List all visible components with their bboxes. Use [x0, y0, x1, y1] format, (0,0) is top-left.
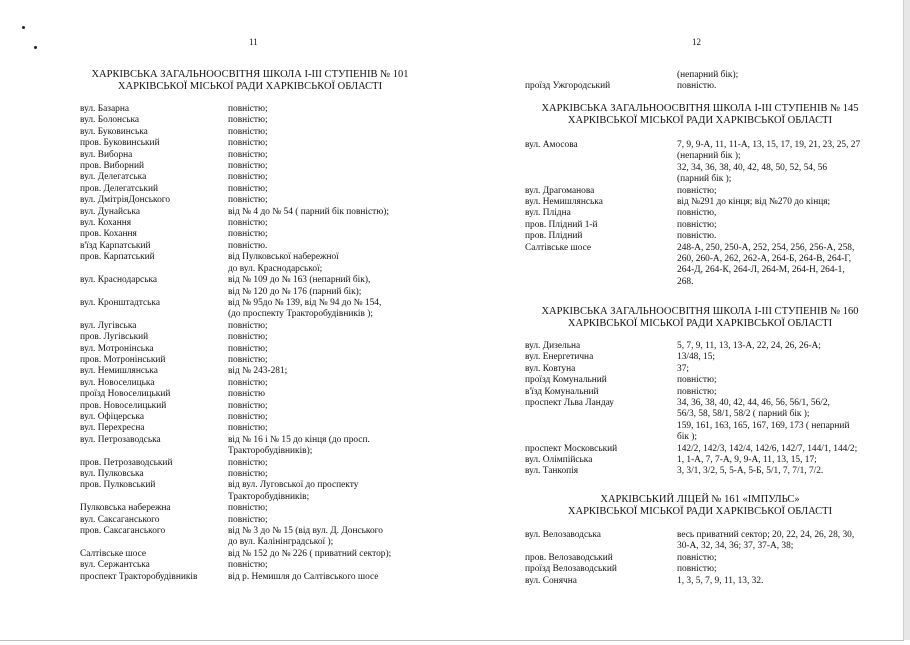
- house-range: повністю;: [228, 343, 268, 354]
- house-range: від № 152 до № 226 ( приватний сектор);: [228, 548, 392, 559]
- school-160-streets: [525, 341, 857, 478]
- house-range: повністю;: [228, 149, 268, 160]
- street-row: [80, 218, 391, 229]
- street-row: [80, 241, 391, 252]
- house-range: до вул. Краснодарської;: [228, 263, 323, 274]
- house-range: повністю;: [677, 219, 717, 230]
- street-name: вул. ДмітріяДонського: [80, 195, 171, 206]
- house-range: повністю;: [677, 552, 717, 563]
- street-name: вул. Дизельна: [525, 341, 581, 351]
- street-name: вул. Велозаводська: [525, 530, 601, 540]
- street-name: вул. Виборна: [80, 149, 133, 160]
- house-range: повністю;: [228, 377, 268, 388]
- house-range: від № 95до № 139, від № 94 до № 154,: [228, 297, 382, 308]
- school-101-title: [60, 69, 440, 93]
- scan-edge: [903, 0, 910, 640]
- street-name: пров. Делегатський: [80, 183, 159, 194]
- house-range: повністю.: [677, 81, 717, 92]
- street-row: [80, 195, 391, 206]
- title-line: ХАРКІВСЬКОЇ МІСЬКОЇ РАДИ ХАРКІВСЬКОЇ ОБЛАСТІ: [567, 115, 833, 126]
- street-name: вул. Мотронінська: [80, 343, 154, 354]
- street-name: вул. Делегатська: [80, 172, 147, 183]
- scan-bottom-edge: [0, 640, 904, 641]
- house-range: повністю;: [228, 195, 268, 206]
- street-name: проїзд Комунальний: [525, 375, 607, 386]
- street-name: пров. Плідний 1-й: [525, 219, 598, 230]
- street-name: в'їзд Карпатський: [80, 240, 151, 251]
- street-name: вул. Пулковська: [80, 469, 144, 479]
- house-range: повністю,: [677, 208, 717, 219]
- street-row: [80, 344, 391, 355]
- street-name: пров. Пулковський: [80, 480, 156, 491]
- house-range: повністю;: [677, 564, 717, 575]
- house-range: 30-А, 32, 34, 36; 37, 37-А, 38;: [677, 541, 794, 552]
- street-name: пров. Петрозаводський: [80, 457, 173, 468]
- house-range: (до проспекту Тракторобудівників );: [228, 309, 374, 320]
- lyceum-161-streets: [525, 530, 854, 587]
- street-name: [525, 174, 677, 185]
- title-line: ХАРКІВСЬКА ЗАГАЛЬНООСВІТНЯ ШКОЛА І-ІІІ СТУПЕНІВ № 145: [541, 103, 859, 114]
- house-range: від № 120 до № 176 (парний бік);: [228, 286, 362, 297]
- street-name: [80, 264, 228, 275]
- street-name: Салтівське шосе: [80, 548, 147, 559]
- street-name: вул. Офіцерська: [80, 411, 145, 422]
- street-row: [80, 127, 391, 138]
- house-range: повністю;: [228, 138, 268, 149]
- street-row: [80, 264, 391, 275]
- street-name: [80, 287, 228, 298]
- house-range: повністю;: [228, 183, 268, 194]
- street-row: [80, 104, 391, 115]
- house-range: повністю;: [228, 354, 268, 365]
- street-name: пров. Буковинський: [80, 138, 160, 149]
- street-name: вул. Краснодарська: [80, 275, 158, 286]
- street-name: пров. Карпатський: [80, 252, 155, 263]
- street-row: [80, 150, 391, 161]
- street-name: пров. Саксаганського: [80, 526, 166, 537]
- street-row: [525, 432, 857, 443]
- house-range: 268.: [677, 276, 694, 287]
- street-name: вул. Лугівська: [80, 320, 137, 331]
- street-name: [525, 265, 677, 276]
- street-row: [525, 530, 854, 541]
- street-row: [525, 398, 857, 409]
- house-range: повністю;: [677, 375, 717, 386]
- street-row: [80, 366, 391, 377]
- house-range: 56/3, 58, 58/1, 58/2 ( парний бік );: [677, 409, 810, 420]
- house-range: повністю;: [228, 161, 268, 172]
- street-row: [525, 254, 860, 265]
- house-range: від р. Немишля до Салтівського шосе: [228, 571, 379, 582]
- street-name: вул. Петрозаводська: [80, 434, 161, 445]
- street-name: вул. Сержантська: [80, 560, 150, 571]
- street-name: проїзд Новоселицький: [80, 389, 171, 400]
- street-row: [80, 526, 391, 537]
- house-range: повністю;: [228, 126, 268, 137]
- house-range: повністю.: [228, 240, 268, 251]
- street-name: [525, 409, 677, 420]
- title-line: ХАРКІВСЬКА ЗАГАЛЬНООСВІТНЯ ШКОЛА І-ІІІ СТУПЕНІВ № 101: [91, 69, 409, 80]
- street-name: вул. Базарна: [80, 104, 130, 114]
- house-range: 13/48, 15;: [677, 352, 716, 363]
- street-row: [525, 174, 860, 185]
- street-row: [80, 549, 391, 560]
- street-row: [80, 560, 391, 571]
- house-range: від № 3 до № 15 (від вул. Д. Донського: [228, 526, 383, 537]
- house-range: повністю;: [228, 218, 268, 229]
- house-range: 5, 7, 9, 11, 13, 13-А, 22, 24, 26, 26-А;: [677, 341, 821, 351]
- street-name: [525, 151, 677, 162]
- street-name: вул. Сонячна: [525, 575, 577, 586]
- street-name: вул. Немишлянська: [80, 366, 158, 377]
- street-name: проспект Московський: [525, 443, 618, 454]
- street-name: вул. Кохання: [80, 218, 132, 229]
- house-range: (непарний бік);: [677, 70, 739, 80]
- house-range: від №291 до кінця; від №270 до кінця;: [677, 197, 831, 208]
- street-name: [525, 163, 677, 174]
- house-range: повністю: [228, 389, 266, 400]
- street-name: [80, 492, 228, 503]
- street-row: [80, 287, 391, 298]
- street-name: пров. Мотронінський: [80, 354, 166, 365]
- street-row: [80, 252, 391, 263]
- street-row: [80, 184, 391, 195]
- street-name: вул. Енергетична: [525, 352, 594, 363]
- title-line: ХАРКІВСЬКОЇ МІСЬКОЇ РАДИ ХАРКІВСЬКОЇ ОБЛАСТІ: [567, 318, 833, 329]
- street-name: [525, 541, 677, 552]
- street-name: проспект Тракторобудівників: [80, 571, 198, 582]
- house-range: від № 16 і № 15 до кінця (до просп.: [228, 434, 370, 445]
- house-range: повністю;: [228, 469, 268, 479]
- house-range: (непарний бік );: [677, 151, 741, 162]
- house-range: Тракторобудівників);: [228, 446, 313, 457]
- street-name: пров. Велозаводський: [525, 552, 613, 563]
- scan-speck: [22, 26, 25, 29]
- house-range: 159, 161, 163, 165, 167, 169, 173 ( непарний: [677, 420, 850, 431]
- title-line: ХАРКІВСЬКОЇ МІСЬКОЇ РАДИ ХАРКІВСЬКОЇ ОБЛАСТІ: [117, 81, 383, 92]
- house-range: 1, 1-А, 7, 7-А, 9, 9-А, 11, 13, 15, 17;: [677, 455, 817, 466]
- street-name: проспект Льва Ландау: [525, 398, 614, 409]
- street-row: [525, 243, 860, 254]
- house-range: до вул. Калінінградської );: [228, 537, 334, 548]
- house-range: повністю;: [228, 423, 268, 434]
- house-range: 248-А, 250, 250-А, 252, 254, 256, 256-А, 258,: [677, 242, 855, 253]
- street-row: [80, 503, 391, 514]
- house-range: від № 243-281;: [228, 366, 288, 377]
- house-range: 37;: [677, 363, 689, 374]
- page-number-right: 12: [692, 37, 701, 47]
- street-row: [80, 412, 391, 423]
- house-range: 142/2, 142/3, 142/4, 142/6, 142/7, 144/1, 144/2;: [677, 443, 858, 454]
- street-row: [525, 455, 857, 466]
- house-range: Тракторобудівників;: [228, 491, 310, 502]
- house-range: повністю;: [228, 332, 268, 343]
- school-145-streets: [525, 140, 860, 288]
- school-101-streets: [80, 104, 391, 583]
- street-row: [80, 378, 391, 389]
- house-range: 3, 3/1, 3/2, 5, 5-А, 5-Б, 5/1, 7, 7/1, 7/2.: [677, 466, 824, 477]
- house-range: повністю;: [228, 320, 268, 331]
- street-name: вул. Новоселицька: [80, 377, 155, 388]
- street-row: [525, 553, 854, 564]
- street-name: вул. Ковтуна: [525, 363, 576, 374]
- school-160-title: [510, 306, 890, 330]
- street-name: вул. Дунайська: [80, 206, 141, 217]
- street-row: [80, 389, 391, 400]
- street-row: [80, 480, 391, 491]
- street-name: вул. Болонська: [80, 115, 140, 126]
- street-name: [80, 446, 228, 457]
- title-line: ХАРКІВСЬКИЙ ЛІЦЕЙ № 161 «ІМПУЛЬС»: [600, 494, 800, 505]
- school-145-title: [510, 103, 890, 127]
- street-row: [80, 172, 391, 183]
- house-range: повністю;: [228, 514, 268, 525]
- street-name: пров. Новоселицький: [80, 400, 167, 411]
- street-row: [525, 163, 860, 174]
- street-row: [525, 409, 857, 420]
- house-range: 34, 36, 38, 40, 42, 44, 46, 56, 56/1, 56/2,: [677, 398, 830, 409]
- street-row: [525, 231, 860, 242]
- house-range: повністю;: [228, 229, 268, 240]
- street-name: вул. Плідна: [525, 208, 571, 219]
- street-name: вул. Танкопія: [525, 466, 579, 477]
- street-row: [525, 220, 860, 231]
- house-range: (парний бік );: [677, 174, 732, 185]
- street-row: [525, 444, 857, 455]
- street-name: [525, 421, 677, 432]
- street-name: проїзд Ужгородський: [525, 81, 611, 92]
- street-row: [525, 564, 854, 575]
- street-name: проїзд Велозаводський: [525, 564, 617, 575]
- street-name: вул. Саксаганського: [80, 514, 160, 525]
- street-row: [525, 151, 860, 162]
- street-row: [525, 352, 857, 363]
- house-range: повністю;: [677, 185, 717, 196]
- lyceum-161-title: [510, 494, 890, 518]
- street-row: [80, 469, 391, 480]
- house-range: повністю;: [228, 457, 268, 468]
- house-range: повністю;: [228, 104, 268, 114]
- street-row: [80, 458, 391, 469]
- street-row: [80, 332, 391, 343]
- street-name: вул. Буковинська: [80, 126, 148, 137]
- street-name: вул. Драгоманова: [525, 185, 595, 196]
- street-name: [525, 254, 677, 265]
- scan-speck: [34, 46, 37, 49]
- street-row: [80, 572, 391, 583]
- street-row: [525, 265, 860, 276]
- street-row: [525, 140, 860, 151]
- street-name: вул. Кронштадтська: [80, 297, 160, 308]
- house-range: повністю;: [228, 503, 268, 514]
- house-range: бік );: [677, 432, 697, 443]
- street-row: [80, 515, 391, 526]
- street-row: [80, 446, 391, 457]
- title-line: ХАРКІВСЬКОЇ МІСЬКОЇ РАДИ ХАРКІВСЬКОЇ ОБЛАСТІ: [567, 506, 833, 517]
- house-range: повністю;: [228, 411, 268, 422]
- street-row: [80, 138, 391, 149]
- street-row: [525, 186, 860, 197]
- street-row: [525, 576, 854, 587]
- house-range: від № 109 до № 163 (непарний бік),: [228, 275, 371, 286]
- street-name: пров. Виборний: [80, 161, 144, 172]
- street-row: [80, 492, 391, 503]
- house-range: 7, 9, 9-А, 11, 11-А, 13, 15, 17, 19, 21, 23, 25, 27: [677, 140, 861, 150]
- house-range: повністю;: [228, 400, 268, 411]
- street-row: [80, 298, 391, 309]
- street-row: [525, 421, 857, 432]
- street-name: Салтівське шосе: [525, 242, 592, 253]
- street-name: пров. Плідний: [525, 231, 583, 242]
- street-row: [525, 466, 857, 477]
- street-row: [80, 161, 391, 172]
- street-row: [80, 275, 391, 286]
- street-name: пров. Лугівський: [80, 332, 149, 343]
- street-row: [80, 401, 391, 412]
- street-name: пров. Кохання: [80, 229, 137, 240]
- street-row: [525, 81, 738, 92]
- house-range: повністю.: [677, 231, 717, 242]
- street-row: [525, 541, 854, 552]
- street-name: Пулковська набережна: [80, 503, 171, 514]
- street-row: [80, 309, 391, 320]
- street-row: [525, 197, 860, 208]
- street-row: [525, 70, 738, 81]
- house-range: повністю;: [677, 386, 717, 397]
- street-name: вул. Перехресна: [80, 423, 145, 434]
- street-name: [525, 70, 677, 81]
- street-row: [80, 435, 391, 446]
- street-row: [525, 387, 857, 398]
- street-row: [525, 208, 860, 219]
- street-name: вул. Немишлянська: [525, 197, 603, 208]
- page-number-left: 11: [249, 37, 258, 47]
- street-name: [525, 277, 677, 288]
- street-row: [80, 423, 391, 434]
- house-range: повністю;: [228, 172, 268, 183]
- house-range: 260, 260-А, 262, 262-А, 264-Б, 264-В, 264-Г,: [677, 254, 852, 265]
- street-row: [80, 115, 391, 126]
- street-row: [525, 364, 857, 375]
- house-range: весь приватний сектор; 20, 22, 24, 26, 28, 30,: [677, 530, 855, 540]
- street-row: [80, 207, 391, 218]
- continued-streets: [525, 70, 738, 93]
- street-row: [80, 229, 391, 240]
- house-range: від № 4 до № 54 ( парний бік повністю);: [228, 206, 390, 217]
- street-row: [80, 537, 391, 548]
- title-line: ХАРКІВСЬКА ЗАГАЛЬНООСВІТНЯ ШКОЛА І-ІІІ СТУПЕНІВ № 160: [541, 306, 859, 317]
- street-name: вул. Олімпійська: [525, 455, 593, 466]
- street-row: [525, 277, 860, 288]
- street-name: [80, 537, 228, 548]
- house-range: повністю;: [228, 560, 268, 571]
- street-name: [80, 309, 228, 320]
- street-name: в'їзд Комунальний: [525, 386, 599, 397]
- house-range: від вул. Луговської до проспекту: [228, 480, 359, 491]
- house-range: від Пулковської набережної: [228, 252, 339, 263]
- house-range: 1, 3, 5, 7, 9, 11, 13, 32.: [677, 575, 764, 586]
- house-range: 32, 34, 36, 38, 40, 42, 48, 50, 52, 54, 56: [677, 162, 827, 173]
- house-range: 264-Д, 264-К, 264-Л, 264-М, 264-Н, 264-1,: [677, 265, 845, 276]
- street-row: [80, 321, 391, 332]
- street-row: [525, 375, 857, 386]
- street-name: вул. Амосова: [525, 140, 578, 150]
- street-name: [525, 432, 677, 443]
- street-row: [80, 355, 391, 366]
- street-row: [525, 341, 857, 352]
- house-range: повністю;: [228, 115, 268, 126]
